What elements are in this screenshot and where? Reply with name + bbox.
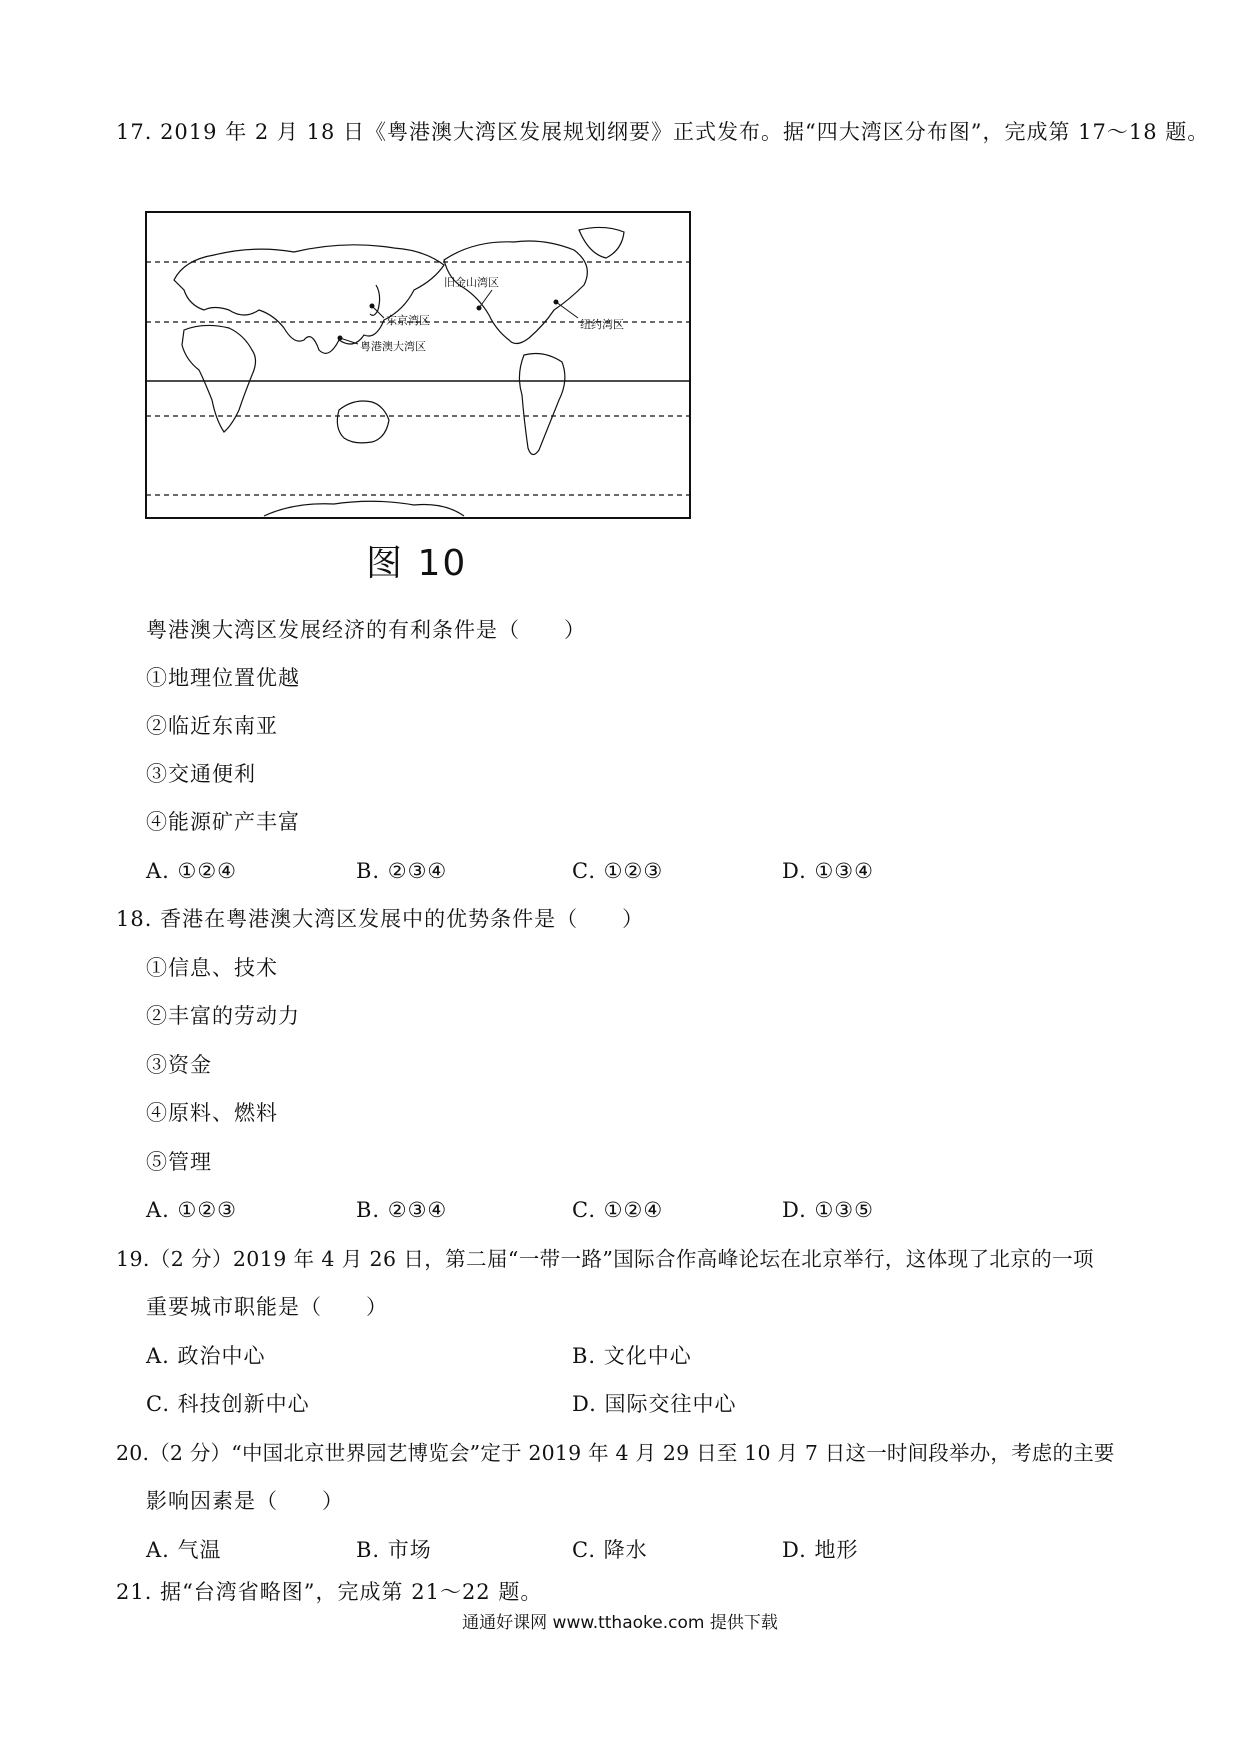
q18-item-5: ⑤管理 <box>146 1150 212 1174</box>
q20-stem-line2: 影响因素是（ ） <box>146 1489 344 1513</box>
q19-stem-line2: 重要城市职能是（ ） <box>146 1295 388 1319</box>
q18-option-a[interactable]: A. ①②③ <box>146 1198 237 1222</box>
q18-option-c[interactable]: C. ①②④ <box>572 1198 664 1222</box>
q19-option-c[interactable]: C. 科技创新中心 <box>146 1392 310 1416</box>
q20-option-d[interactable]: D. 地形 <box>782 1538 859 1562</box>
q17-option-c[interactable]: C. ①②③ <box>572 859 664 883</box>
bay-area-world-map <box>144 210 692 520</box>
q18-item-1: ①信息、技术 <box>146 956 278 980</box>
q19-stem-line1: 19.（2 分）2019 年 4 月 26 日，第二届“一带一路”国际合作高峰论坛在北京举行，这体现了北京的一项 <box>116 1247 1094 1271</box>
q17-option-d[interactable]: D. ①③④ <box>782 859 874 883</box>
q18-item-4: ④原料、燃料 <box>146 1101 278 1125</box>
map-frame <box>146 212 690 518</box>
page-footer: 通通好课网 www.tthaoke.com 提供下载 <box>462 1613 778 1633</box>
q18-option-d[interactable]: D. ①③⑤ <box>782 1198 874 1222</box>
q19-option-b[interactable]: B. 文化中心 <box>572 1344 692 1368</box>
tokyo-bay-label: 东京湾区 <box>386 314 430 327</box>
q17-option-b[interactable]: B. ②③④ <box>356 859 448 883</box>
sf-bay-label: 旧金山湾区 <box>444 276 499 289</box>
q18-stem: 18. 香港在粤港澳大湾区发展中的优势条件是（ ） <box>116 907 645 931</box>
q19-option-a[interactable]: A. 政治中心 <box>146 1344 266 1368</box>
gba-label: 粤港澳大湾区 <box>360 340 426 353</box>
q17-stem: 17. 2019 年 2 月 18 日《粤港澳大湾区发展规划纲要》正式发布。据“四大湾区分布图”，完成第 17～18 题。 <box>116 120 1210 144</box>
q17-item-3: ③交通便利 <box>146 762 256 786</box>
q18-item-2: ②丰富的劳动力 <box>146 1004 300 1028</box>
q17-item-2: ②临近东南亚 <box>146 714 278 738</box>
q17-option-a[interactable]: A. ①②④ <box>146 859 237 883</box>
q17-item-1: ①地理位置优越 <box>146 666 300 690</box>
q20-option-a[interactable]: A. 气温 <box>146 1538 222 1562</box>
q20-stem-line1: 20.（2 分）“中国北京世界园艺博览会”定于 2019 年 4 月 29 日至 10 月 7 日这一时间段举办，考虑的主要 <box>116 1441 1115 1465</box>
q20-option-b[interactable]: B. 市场 <box>356 1538 432 1562</box>
figure-caption: 图 10 <box>366 543 468 584</box>
q17-sub-stem: 粤港澳大湾区发展经济的有利条件是（ ） <box>146 618 586 642</box>
ny-bay-label: 纽约湾区 <box>580 318 624 331</box>
q19-option-d[interactable]: D. 国际交往中心 <box>572 1392 737 1416</box>
q18-option-b[interactable]: B. ②③④ <box>356 1198 448 1222</box>
q21-stem: 21. 据“台湾省略图”，完成第 21～22 题。 <box>116 1580 543 1604</box>
q17-item-4: ④能源矿产丰富 <box>146 810 300 834</box>
q20-option-c[interactable]: C. 降水 <box>572 1538 648 1562</box>
q18-item-3: ③资金 <box>146 1053 212 1077</box>
